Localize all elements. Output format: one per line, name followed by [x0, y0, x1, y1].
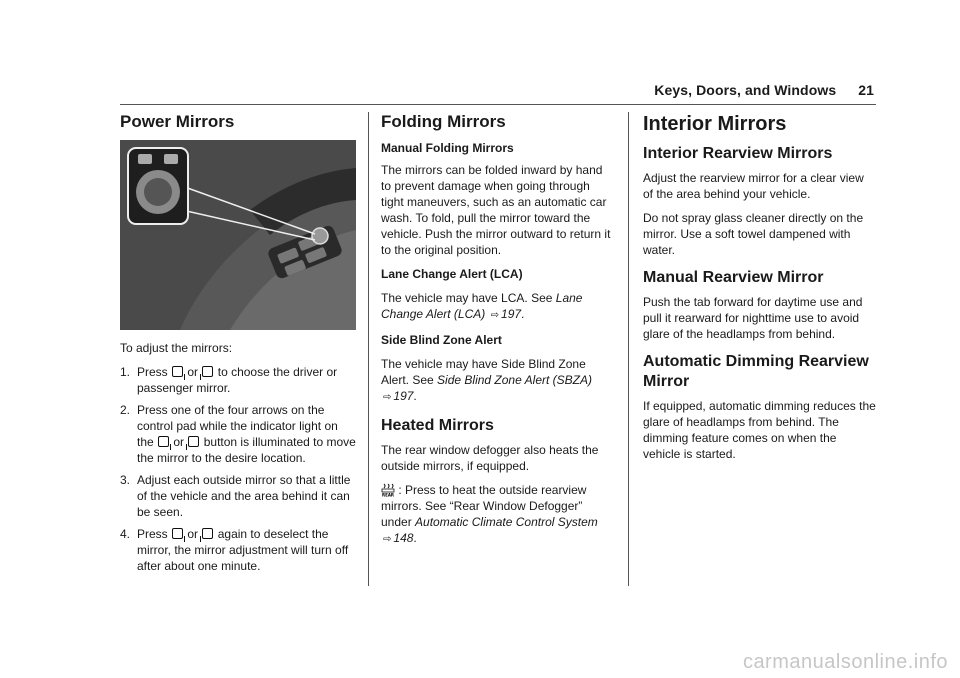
step-text: or	[187, 527, 199, 541]
page-number: 21	[858, 82, 874, 98]
column-divider	[368, 112, 369, 586]
intro-text: To adjust the mirrors:	[120, 341, 233, 355]
heading-auto-dimming: Automatic Dimming Rearview Mirror	[643, 353, 869, 390]
steps-list	[120, 364, 356, 574]
cross-reference-link[interactable]: Automatic Climate Control System	[415, 515, 598, 529]
section-title: Keys, Doors, and Windows	[654, 82, 837, 98]
step-number: 4.	[120, 527, 131, 541]
step-text: Press one of the four arrows on the control pad while the indicator light on the	[137, 403, 338, 449]
left-mirror-icon	[158, 436, 169, 447]
right-mirror-icon	[188, 436, 199, 447]
paragraph: The vehicle may have Side Blind Zone Alert. See Side Blind Zone Alert (SBZA) ⇨ 197.	[381, 357, 592, 403]
step-number: 3.	[120, 473, 131, 487]
paragraph: Do not spray glass cleaner directly on the mirror. Use a soft towel dampened with water.	[643, 211, 864, 257]
label-sbza: Side Blind Zone Alert	[381, 333, 502, 347]
list-item	[120, 402, 356, 466]
paragraph: REAR : Press to heat the outside rearview mirrors. See “Rear Window Defogger” under Automatic Climate Control System ⇨ 148.	[381, 483, 598, 545]
cross-reference-link[interactable]: Side Blind Zone Alert (SBZA)	[437, 373, 592, 387]
mirror-control-photo	[120, 140, 356, 330]
step-number: 1.	[120, 365, 131, 379]
list-item	[120, 472, 356, 520]
paragraph: The rear window defogger also heats the outside mirrors, if equipped.	[381, 443, 599, 473]
step-text: again to deselect the mirror, the mirror adjustment will turn off after about one minute.	[137, 527, 349, 573]
paragraph: If equipped, automatic dimming reduces the glare of headlamps from behind. The dimming feature comes on when the vehicle is started.	[643, 399, 876, 461]
page-ref[interactable]: 197	[501, 307, 522, 321]
paragraph: The mirrors can be folded inward by hand to prevent damage when going through tight maneuvers, such as an automatic car wash. To fold, pull the mirror toward the vehicle. Push the mirror outward to return it to the original position.	[381, 163, 611, 257]
page-ref[interactable]: 197	[393, 389, 414, 403]
step-text: Press	[137, 527, 168, 541]
page-reference-icon: ⇨	[490, 310, 500, 321]
cross-reference-link[interactable]: Lane Change Alert (LCA)	[381, 291, 583, 321]
column-divider	[628, 112, 629, 586]
paragraph-text: The vehicle may have LCA. See	[381, 291, 553, 305]
step-text: button is illuminated to move the mirror to the desire location.	[137, 435, 356, 465]
paragraph: The vehicle may have LCA. See Lane Change Alert (LCA) ⇨ 197.	[381, 291, 583, 321]
header-rule	[120, 104, 876, 105]
step-text: Adjust each outside mirror so that a little of the vehicle and the area behind it can be seen.	[137, 473, 351, 519]
heading-heated-mirrors: Heated Mirrors	[381, 417, 494, 434]
running-head	[654, 82, 874, 98]
page-reference-icon: ⇨	[383, 392, 392, 403]
left-mirror-icon	[172, 366, 183, 377]
page-ref[interactable]: 148	[393, 531, 414, 545]
heading-manual-rearview: Manual Rearview Mirror	[643, 269, 824, 286]
watermark: carmanualsonline.info	[742, 651, 948, 673]
column-interior-mirrors	[643, 112, 877, 470]
paragraph: Push the tab forward for daytime use and pull it rearward for nighttime use to avoid glare of the headlamps from behind.	[643, 295, 863, 341]
heading-folding-mirrors: Folding Mirrors	[381, 112, 506, 131]
page-reference-icon: ⇨	[383, 534, 392, 545]
rear-icon-label: REAR	[382, 492, 394, 497]
paragraph: Adjust the rearview mirror for a clear view of the area behind your vehicle.	[643, 171, 864, 201]
step-text: Press	[137, 365, 168, 379]
list-item	[120, 526, 356, 574]
heading-interior-rearview: Interior Rearview Mirrors	[643, 145, 833, 162]
step-text: or	[187, 365, 199, 379]
left-mirror-icon	[172, 528, 183, 539]
column-folding-mirrors	[381, 112, 613, 556]
right-mirror-icon	[202, 528, 213, 539]
label-lca: Lane Change Alert (LCA)	[381, 267, 523, 281]
right-mirror-icon	[202, 366, 213, 377]
paragraph-text: The vehicle may have Side Blind Zone Alert. See	[381, 357, 586, 387]
step-text: to choose the driver or passenger mirror.	[137, 365, 338, 395]
column-power-mirrors	[120, 112, 356, 580]
step-number: 2.	[120, 403, 131, 417]
subheading-manual-folding: Manual Folding Mirrors	[381, 141, 514, 155]
paragraph-text: : Press to heat the outside rearview mirrors. See “Rear Window Defogger” under	[381, 483, 587, 529]
heading-interior-mirrors: Interior Mirrors	[643, 113, 787, 135]
step-text: or	[173, 435, 185, 449]
heading-power-mirrors: Power Mirrors	[120, 112, 235, 131]
list-item	[120, 364, 356, 396]
rear-defog-icon	[381, 483, 395, 497]
